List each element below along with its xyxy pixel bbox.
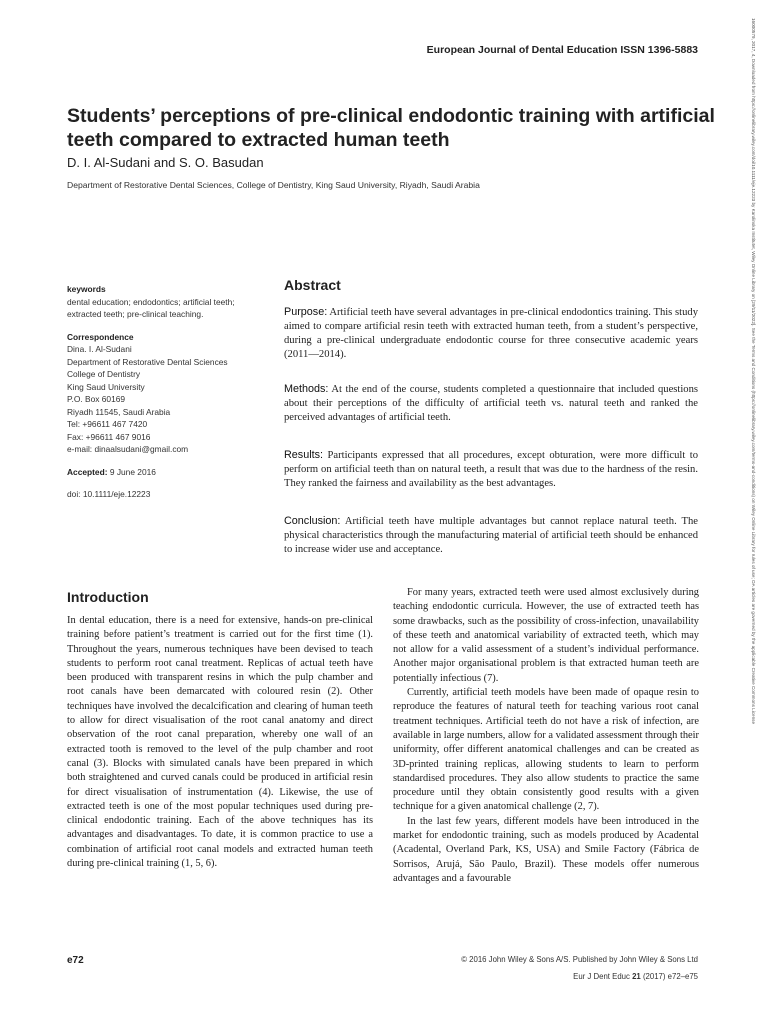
correspondence-college: College of Dentistry (67, 369, 141, 379)
download-notice-text[interactable]: 16000579, 2017, 4, Downloaded from https://onlinelibrary.wiley.com/doi/10.1111/eje.12223 by Karolinska Institutet, Wiley Online Library on [29/11/2022]. See the Terms and Conditions (https://onlinelibrary.wiley.com/terms-and-conditions) on Wiley Online Library for rules of use; OA articles are governed by the applicable Creative Commons License (751, 18, 756, 725)
purpose-text: Artificial teeth have several advantages in pre-clinical endodontics training. This study aimed to compare artificial resin teeth with extracted human teeth, from a student’s perspective, during a pre-clinical undergraduate endodontic course for three consecutive academic years (2011—2014). (284, 307, 698, 360)
article-metadata (67, 283, 267, 501)
correspondence-label: Correspondence (67, 331, 134, 342)
correspondence-po-box: P.O. Box 60169 (67, 394, 126, 404)
correspondence-fax: Fax: +96611 467 9016 (67, 431, 151, 442)
article-authors: D. I. Al-Sudani and S. O. Basudan (67, 155, 264, 170)
introduction-paragraph: For many years, extracted teeth were used almost exclusively during teaching endodontic curricula. However, the use of extracted teeth has some drawbacks, such as the possibility of cross-infection, unavailability of these teeth and anatomical variability of extracted teeth, which may not allow for a valid assessment of a student’s individual performance. Another major organisational problem is that extracted human teeth are potentially infectious (7). (393, 587, 699, 684)
introduction-right-column (393, 586, 699, 886)
citation-pages: (2017) e72–e75 (642, 972, 698, 981)
methods-text: At the end of the course, students completed a questionnaire that included questions about their perceptions of the difficulty of artificial teeth vs. natural teeth and ranked the perceived advantages of artificial teeth. (284, 384, 698, 423)
purpose-label: Purpose: (284, 306, 328, 318)
journal-citation (573, 972, 698, 981)
methods-label: Methods: (284, 383, 329, 395)
results-label: Results: (284, 449, 324, 461)
conclusion-label: Conclusion: (284, 515, 341, 527)
journal-header: European Journal of Dental Education ISSN 1396-5883 (426, 44, 698, 56)
doi-link[interactable]: doi: 10.1111/eje.12223 (67, 489, 151, 499)
accepted-label: Accepted: (67, 466, 108, 477)
correspondence-department: Department of Restorative Dental Sciences (67, 356, 228, 367)
accepted-date: 9 June 2016 (109, 466, 156, 477)
copyright-notice: © 2016 John Wiley & Sons A/S. Published by John Wiley & Sons Ltd (461, 955, 698, 964)
author-affiliation: Department of Restorative Dental Sciences, College of Dentistry, King Saud University, Riyadh, Saudi Arabia (67, 180, 480, 190)
introduction-paragraph: In dental education, there is a need for extensive, hands-on pre-clinical training before patient’s treatment is carried out for the first time (1). Throughout the years, numerous techniques have been devised to teach students to perform root canal treatment. Replicas of actual teeth have been produced with transparent resins in which the pulp chamber and root canals have been demarcated with coloured resin (2). Other techniques have involved the decalcification and clearing of human teeth to allow for direct visualisation of the root canal anatomy and direct observation of the root canal preparation, whereby one wall of an extracted tooth is removed to the level of the pulp chamber and root canal (3). Blocks with simulated canals have been prepared in which both straightened and curved canals could be produced in artificial resin for direct visualisation of instrumentation (4). Likewise, the use of extracted teeth is one of the most popular techniques used during pre-clinical endodontic training. Each of the above techniques has its advantages and disadvantages. To date, it is common practice to use a combination of artificial root canal models and extracted human teeth during pre-clinical training (1, 5, 6). (67, 615, 373, 870)
correspondence-name: Dina. I. Al-Sudani (67, 344, 132, 354)
abstract-conclusion (284, 514, 698, 557)
article-title: Students’ perceptions of pre-clinical endodontic training with artificial teeth compared to extracted human teeth (67, 105, 715, 151)
citation-volume: 21 (632, 972, 641, 981)
results-text: Participants expressed that all procedures, except obturation, were more difficult to perform on artificial teeth than on natural teeth, a result that was due to the hardness of the resin. They ranked the fairness and availability as the best advantages. (284, 450, 698, 489)
conclusion-text: Artificial teeth have multiple advantages but cannot replace natural teeth. The physical characteristics through the manufacturing material of artificial teeth should be enhanced to increase wider use and acceptance. (284, 516, 698, 555)
correspondence-city: Riyadh 11545, Saudi Arabia (67, 406, 171, 417)
abstract-purpose (284, 305, 698, 362)
keywords-line: dental education; endodontics; artificial teeth; (67, 296, 235, 307)
accepted-date-line (67, 466, 267, 479)
correspondence-email[interactable]: e-mail: dinaalsudani@gmail.com (67, 444, 189, 454)
download-notice-strip (744, 18, 760, 1008)
introduction-left-column (67, 614, 373, 871)
introduction-heading: Introduction (67, 589, 149, 605)
introduction-paragraph: In the last few years, different models have been introduced in the market for endodontic training, such as models produced by Acadental (Acadental, Overland Park, KS, USA) and Smile Factory (Fábrica de Sorrisos, Arujá, São Paulo, Brazil). These models offer numerous advantages and a favourable (393, 815, 699, 884)
abstract-methods (284, 382, 698, 425)
introduction-paragraph: Currently, artificial teeth models have been made of opaque resin to reproduce the features of natural teeth for teaching various root canal treatment techniques. Artificial teeth do not have a risk of infection, are available in large numbers, allow for a validated assessment through their uniformity, offer different anatomical challenges and can be created as 3D-printed training replicas, allowing students to learn to perform standardised procedures. They also allow students to practice the same procedure until they obtain consistently good results with a given technique for a given anatomical challenge (2, 7). (393, 687, 699, 813)
citation-journal: Eur J Dent Educ (573, 972, 630, 981)
correspondence-tel: Tel: +96611 467 7420 (67, 419, 148, 429)
abstract-heading: Abstract (284, 277, 341, 293)
correspondence-university: King Saud University (67, 381, 145, 392)
keywords-line: extracted teeth; pre-clinical teaching. (67, 309, 204, 319)
keywords-label: keywords (67, 284, 106, 294)
abstract-results (284, 448, 698, 491)
page-number: e72 (67, 955, 84, 966)
